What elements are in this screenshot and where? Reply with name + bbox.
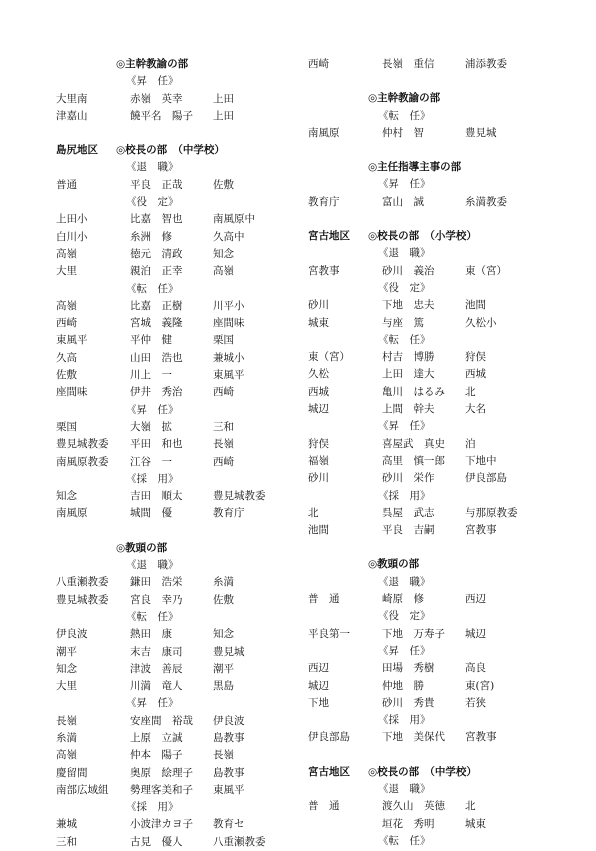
school-to: 長嶺 (213, 749, 234, 762)
school-from: 津嘉山 (56, 109, 88, 122)
school-to: 東（宮） (465, 264, 507, 277)
category-label (56, 799, 286, 816)
personnel-row (308, 401, 544, 418)
category-label-text: 《役 定》 (378, 610, 431, 623)
school-to: 座間味 (213, 317, 245, 330)
school-from: 下地 (308, 696, 329, 709)
school-from: 高嶺 (56, 749, 77, 762)
personnel-row (56, 211, 286, 228)
school-from: 西崎 (56, 317, 77, 330)
category-label-text: 《昇 任》 (378, 178, 431, 191)
person-name: 小波津カヨ子 (130, 818, 193, 831)
person-name: 仲地 勝 (382, 679, 424, 692)
personnel-row (56, 298, 286, 315)
personnel-row (308, 56, 544, 73)
school-to: 久松小 (465, 316, 497, 329)
person-name: 吉田 順太 (130, 490, 183, 503)
school-from: 高嶺 (56, 299, 77, 312)
school-to: 東風平 (213, 369, 245, 382)
category-label-text: 《昇 任》 (378, 420, 431, 433)
school-to: 教育庁 (213, 507, 245, 520)
personnel-row (308, 729, 544, 746)
school-to: 三和 (213, 420, 234, 433)
category-label-text: 《昇 任》 (378, 644, 431, 657)
category-label-text: 《退 職》 (378, 247, 431, 260)
district-section-title: ◎校長の部 （中学校） (116, 144, 225, 157)
school-to: 北 (465, 800, 476, 813)
personnel-row (56, 816, 286, 833)
person-name: 大嶺 拡 (130, 420, 172, 433)
personnel-row (56, 454, 286, 471)
person-name: 高里 慎一郎 (382, 454, 445, 467)
school-to: 東風平 (213, 783, 245, 796)
school-from: 三和 (56, 835, 77, 848)
personnel-row (56, 644, 286, 661)
school-to: 下地中 (465, 454, 497, 467)
district-section-title: ◎校長の部 （小学校） (368, 230, 477, 243)
person-name: 呉屋 武志 (382, 506, 435, 519)
category-label (308, 245, 544, 262)
person-name: 親泊 正幸 (130, 265, 183, 278)
school-from: 座間味 (56, 386, 88, 399)
person-name: 平良 吉嗣 (382, 524, 435, 537)
person-name: 比嘉 智也 (130, 213, 183, 226)
school-to: 西崎 (213, 455, 234, 468)
personnel-row (56, 350, 286, 367)
section-heading-text: ◎教頭の部 (368, 558, 420, 571)
category-label-text: 《転 任》 (126, 610, 179, 623)
school-to: 北 (465, 385, 476, 398)
person-name: 亀川 はるみ (382, 385, 445, 398)
personnel-row (56, 678, 286, 695)
school-from: 平良第一 (308, 627, 350, 640)
category-label-text: 《退 職》 (378, 575, 431, 588)
school-to: 与那原教委 (465, 506, 518, 519)
school-to: 島教事 (213, 766, 245, 779)
category-label (308, 280, 544, 297)
spacer (308, 211, 544, 228)
school-to: 豊見城教委 (213, 490, 266, 503)
school-from: 伊良部島 (308, 731, 350, 744)
school-from: 城辺 (308, 403, 329, 416)
school-to: 宮教事 (465, 731, 497, 744)
right-column (308, 56, 544, 850)
person-name: 与座 篤 (382, 316, 424, 329)
school-to: 伊良部島 (465, 472, 507, 485)
person-name: 伊井 秀治 (130, 386, 183, 399)
school-to: 上田 (213, 92, 234, 105)
category-label (308, 176, 544, 193)
person-name: 下地 美保代 (382, 731, 445, 744)
school-to: 狩俣 (465, 351, 486, 364)
personnel-row (308, 297, 544, 314)
person-name: 上原 立誠 (130, 731, 183, 744)
section-heading (308, 556, 544, 573)
personnel-row (56, 505, 286, 522)
school-from: 大里 (56, 265, 77, 278)
person-name: 川満 竜人 (130, 680, 183, 693)
category-label (56, 194, 286, 211)
personnel-row (56, 834, 286, 851)
school-to: 西城 (465, 368, 486, 381)
school-from: 南風原 (56, 507, 88, 520)
school-from: 白川小 (56, 230, 88, 243)
person-name: 熱田 康 (130, 628, 172, 641)
personnel-row (56, 488, 286, 505)
school-to: 島教事 (213, 731, 245, 744)
section-heading (56, 540, 286, 557)
person-name: 奥原 絵理子 (130, 766, 193, 779)
school-to: 西崎 (213, 386, 234, 399)
person-name: 仲本 陽子 (130, 749, 183, 762)
personnel-row (308, 263, 544, 280)
person-name: 渡久山 英徳 (382, 800, 445, 813)
personnel-row (56, 574, 286, 591)
school-from: 城東 (308, 316, 329, 329)
school-to: 川平小 (213, 299, 245, 312)
school-from: 東風平 (56, 334, 88, 347)
school-from: 慶留間 (56, 766, 88, 779)
person-name: 城間 優 (130, 507, 172, 520)
school-from: 北 (308, 506, 319, 519)
school-from: 普 通 (308, 593, 340, 606)
person-name: 古見 優人 (130, 835, 183, 848)
personnel-row (56, 315, 286, 332)
school-from: 砂川 (308, 472, 329, 485)
person-name: 砂川 義治 (382, 264, 435, 277)
personnel-row (56, 91, 286, 108)
category-label (308, 488, 544, 505)
school-to: 佐敷 (213, 178, 234, 191)
category-label (56, 695, 286, 712)
district-name: 宮古地区 (308, 230, 350, 243)
category-label-text: 《退 職》 (378, 782, 431, 795)
category-label (56, 159, 286, 176)
school-to: 知念 (213, 247, 234, 260)
category-label-text: 《昇 任》 (126, 697, 179, 710)
school-from: 久高 (56, 351, 77, 364)
person-name: 赤嶺 英幸 (130, 92, 183, 105)
school-from: 八重瀬教委 (56, 576, 109, 589)
person-name: 砂川 栄作 (382, 472, 435, 485)
category-label-text: 《採 用》 (378, 714, 431, 727)
personnel-row (308, 505, 544, 522)
person-name: 山田 浩也 (130, 351, 183, 364)
school-from: 砂川 (308, 299, 329, 312)
category-label-text: 《役 定》 (126, 196, 179, 209)
person-name: 下地 万寿子 (382, 627, 445, 640)
school-from: 佐敷 (56, 369, 77, 382)
school-to: 佐敷 (213, 593, 234, 606)
school-to: 泊 (465, 437, 476, 450)
section-heading-text: ◎主幹教諭の部 (116, 58, 189, 70)
section-heading (308, 90, 544, 107)
category-label (56, 471, 286, 488)
personnel-row (308, 470, 544, 487)
school-from: 西辺 (308, 662, 329, 675)
school-from: 知念 (56, 490, 77, 503)
school-to: 久高中 (213, 230, 245, 243)
person-name: 仲村 智 (382, 126, 424, 139)
personnel-row (56, 177, 286, 194)
person-name: 平田 和也 (130, 438, 183, 451)
personnel-row (308, 194, 544, 211)
school-from: 狩俣 (308, 437, 329, 450)
section-heading (308, 159, 544, 176)
school-from: 宮教事 (308, 264, 340, 277)
school-to: 大名 (465, 403, 486, 416)
school-to: 糸満 (213, 576, 234, 589)
person-name: 垣花 秀明 (382, 817, 435, 830)
category-label (308, 608, 544, 625)
person-name: 川上 一 (130, 369, 172, 382)
school-from: 豊見城教委 (56, 438, 109, 451)
personnel-row (308, 816, 544, 833)
school-to: 潮平 (213, 662, 234, 675)
category-label-text: 《退 職》 (126, 161, 179, 174)
person-name: 崎原 修 (382, 593, 424, 606)
school-to: 池間 (465, 299, 486, 312)
person-name: 村吉 博勝 (382, 351, 435, 364)
left-column (56, 56, 286, 851)
person-name: 鎌田 浩栄 (130, 576, 183, 589)
school-to: 知念 (213, 628, 234, 641)
person-name: 上田 達大 (382, 368, 435, 381)
category-label-text: 《転 任》 (378, 834, 431, 847)
personnel-row (308, 591, 544, 608)
spacer (308, 539, 544, 556)
district-name: 島尻地区 (56, 144, 98, 157)
category-label-text: 《退 職》 (126, 559, 179, 572)
school-from: 普 通 (308, 800, 340, 813)
category-label (56, 402, 286, 419)
school-to: 伊良波 (213, 714, 245, 727)
personnel-row (56, 384, 286, 401)
section-heading-text: ◎主幹教諭の部 (368, 92, 441, 105)
personnel-row (56, 419, 286, 436)
person-name: 比嘉 正樹 (130, 299, 183, 312)
school-to: 浦添教委 (465, 58, 507, 70)
school-to: 若狭 (465, 696, 486, 709)
section-heading (56, 56, 286, 73)
district-name: 宮古地区 (308, 765, 350, 778)
personnel-row (56, 713, 286, 730)
personnel-row (56, 626, 286, 643)
person-name: 安座間 裕哉 (130, 714, 193, 727)
category-label (308, 781, 544, 798)
school-from: 兼城 (56, 818, 77, 831)
section-heading-text: ◎主任指導主事の部 (368, 161, 462, 174)
category-label-text: 《転 任》 (378, 109, 431, 122)
person-name: 糸洲 修 (130, 230, 172, 243)
school-from: 福嶺 (308, 454, 329, 467)
school-from: 栗国 (56, 420, 77, 433)
personnel-row (308, 349, 544, 366)
school-to: 長嶺 (213, 438, 234, 451)
category-label (56, 281, 286, 298)
personnel-row (308, 678, 544, 695)
school-from: 城辺 (308, 679, 329, 692)
person-name: 江谷 一 (130, 455, 172, 468)
category-label-text: 《転 任》 (378, 333, 431, 346)
category-label (56, 557, 286, 574)
school-from: 教育庁 (308, 195, 340, 208)
person-name: 勢理客美和子 (130, 783, 193, 796)
school-to: 城東 (465, 817, 486, 830)
school-from: 東（宮） (308, 351, 350, 364)
school-to: 兼城小 (213, 351, 245, 364)
personnel-row (308, 125, 544, 142)
school-from: 高嶺 (56, 247, 77, 260)
category-label-text: 《昇 任》 (126, 403, 179, 416)
school-to: 城辺 (465, 627, 486, 640)
school-from: 大里南 (56, 92, 88, 105)
spacer (308, 747, 544, 764)
school-to: 豊見城 (465, 126, 497, 139)
personnel-row (56, 730, 286, 747)
district-section-title: ◎校長の部 （中学校） (368, 765, 477, 778)
school-to: 糸満教委 (465, 195, 507, 208)
personnel-row (56, 229, 286, 246)
category-label-text: 《採 用》 (126, 801, 179, 814)
school-from: 南風原 (308, 126, 340, 139)
personnel-row (308, 384, 544, 401)
personnel-row (56, 661, 286, 678)
personnel-row (56, 246, 286, 263)
person-name: 長嶺 重信 (382, 58, 435, 70)
personnel-row (308, 436, 544, 453)
school-from: 西崎 (308, 58, 329, 70)
category-label (308, 332, 544, 349)
school-from: 南部広域組 (56, 783, 109, 796)
person-name: 田場 秀樹 (382, 662, 435, 675)
personnel-row (308, 453, 544, 470)
district-heading (56, 142, 286, 159)
category-label (308, 574, 544, 591)
district-heading (308, 228, 544, 245)
school-from: 大里 (56, 680, 77, 693)
personnel-row (308, 366, 544, 383)
personnel-row (56, 747, 286, 764)
school-to: 豊見城 (213, 645, 245, 658)
section-heading-text: ◎教頭の部 (116, 541, 168, 554)
person-name: 津波 善辰 (130, 662, 183, 675)
personnel-row (56, 436, 286, 453)
category-label (308, 418, 544, 435)
personnel-row (308, 315, 544, 332)
category-label (56, 609, 286, 626)
category-label-text: 《採 用》 (126, 472, 179, 485)
category-label (308, 643, 544, 660)
personnel-row (56, 367, 286, 384)
school-to: 栗国 (213, 334, 234, 347)
category-label-text: 《採 用》 (378, 489, 431, 502)
school-from: 南風原教委 (56, 455, 109, 468)
person-name: 富山 誠 (382, 195, 424, 208)
school-from: 池間 (308, 524, 329, 537)
personnel-row (56, 765, 286, 782)
school-to: 八重瀬教委 (213, 835, 266, 848)
person-name: 平仲 健 (130, 334, 172, 347)
school-from: 伊良波 (56, 628, 88, 641)
personnel-row (308, 798, 544, 815)
personnel-row (308, 522, 544, 539)
category-label (308, 712, 544, 729)
district-heading (308, 764, 544, 781)
school-from: 上田小 (56, 213, 88, 226)
personnel-row (56, 263, 286, 280)
person-name: 上間 幹夫 (382, 403, 435, 416)
school-to: 黒島 (213, 680, 234, 693)
personnel-row (308, 626, 544, 643)
school-to: 宮教事 (465, 524, 497, 537)
spacer (56, 523, 286, 540)
school-from: 知念 (56, 662, 77, 675)
school-to: 東(宮) (465, 679, 495, 692)
person-name: 徳元 清政 (130, 247, 183, 260)
person-name: 喜屋武 真史 (382, 437, 445, 450)
school-from: 豊見城教委 (56, 593, 109, 606)
personnel-row (56, 108, 286, 125)
school-from: 潮平 (56, 645, 77, 658)
school-to: 上田 (213, 109, 234, 122)
person-name: 宮城 義隆 (130, 317, 183, 330)
personnel-row (56, 332, 286, 349)
school-from: 長嶺 (56, 714, 77, 727)
school-to: 高嶺 (213, 265, 234, 278)
school-from: 糸満 (56, 731, 77, 744)
personnel-row (56, 592, 286, 609)
personnel-row (308, 660, 544, 677)
school-to: 教育セ (213, 818, 245, 831)
category-label-text: 《昇 任》 (126, 75, 179, 88)
person-name: 末吉 康司 (130, 645, 183, 658)
spacer (308, 142, 544, 159)
spacer (308, 73, 544, 90)
category-label-text: 《役 定》 (378, 281, 431, 294)
school-to: 高良 (465, 662, 486, 675)
school-to: 南風原中 (213, 213, 255, 226)
person-name: 宮良 幸乃 (130, 593, 183, 606)
school-from: 久松 (308, 368, 329, 381)
category-label (56, 73, 286, 90)
category-label (308, 108, 544, 125)
school-from: 西城 (308, 385, 329, 398)
spacer (56, 125, 286, 142)
person-name: 平良 正哉 (130, 178, 183, 191)
category-label-text: 《転 任》 (126, 282, 179, 295)
person-name: 饒平名 陽子 (130, 109, 193, 122)
school-to: 西辺 (465, 593, 486, 606)
personnel-row (308, 695, 544, 712)
person-name: 下地 忠夫 (382, 299, 435, 312)
school-from: 普通 (56, 178, 77, 191)
personnel-row (56, 782, 286, 799)
person-name: 砂川 秀貴 (382, 696, 435, 709)
